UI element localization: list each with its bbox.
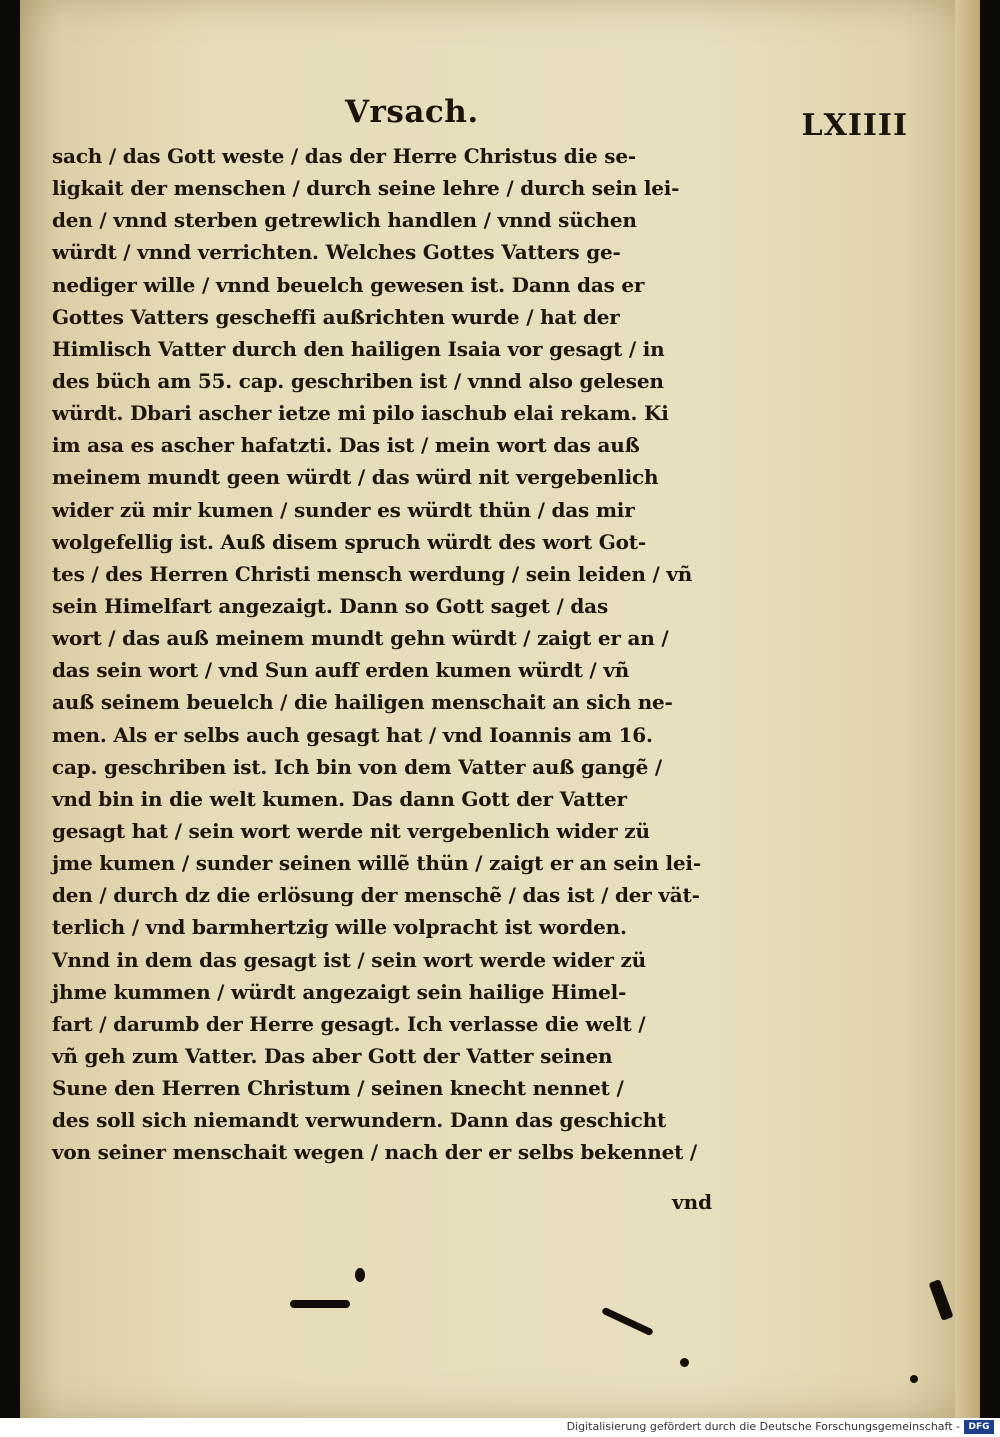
ink-blot [680,1358,689,1367]
text-line: meinem mundt geen würdt / das würd nit vergebenlich [52,465,659,490]
text-line: Himlisch Vatter durch den hailigen Isaia vor gesagt / in [52,336,665,361]
text-line: im asa es ascher hafatzti. Das ist / mein wort das auß [52,433,640,458]
text-line: Vnnd in dem das gesagt ist / sein wort werde wider zü [52,947,646,972]
text-block [52,140,752,1169]
dfg-logo: DFG [964,1420,994,1434]
text-line: jhme kummen / würdt angezaigt sein hailige Himel- [52,979,627,1004]
text-line: wider zü mir kumen / sunder es würdt thün / das mir [52,497,635,522]
catchword: vnd [672,1190,713,1214]
text-line: ligkait der menschen / durch seine lehre / durch sein lei- [52,176,680,201]
folio-number: LXIIII [801,108,908,143]
text-line: auß seinem beuelch / die hailigen menschait an sich ne- [52,690,673,715]
running-title: Vrsach. [345,94,479,130]
funding-credit: Digitalisierung gefördert durch die Deutsche Forschungsgemeinschaft - [566,1420,960,1433]
text-line: des büch am 55. cap. geschriben ist / vnnd also gelesen [52,368,664,393]
text-line: terlich / vnd barmhertzig wille volpracht ist worden. [52,915,627,940]
text-line: sach / das Gott weste / das der Herre Christus die se- [52,144,636,168]
text-line: würdt. Dbari ascher ietze mi pilo iaschub elai rekam. Ki [52,401,669,426]
text-line: gesagt hat / sein wort werde nit vergebenlich wider zü [52,818,650,843]
text-line: wort / das auß meinem mundt gehn würdt / zaigt er an / [52,626,669,651]
text-line: men. Als er selbs auch gesagt hat / vnd Ioannis am 16. [52,722,653,747]
text-line: des soll sich niemandt verwundern. Dann das geschicht [52,1108,666,1133]
text-line: vñ geh zum Vatter. Das aber Gott der Vatter seinen [52,1043,613,1068]
text-line: tes / des Herren Christi mensch werdung / sein leiden / vñ [52,561,693,586]
ink-blot [290,1300,350,1308]
text-line: von seiner menschait wegen / nach der er selbs bekennet / [52,1140,698,1165]
text-line: den / vnnd sterben getrewlich handlen / vnnd süchen [52,208,637,233]
text-line: Gottes Vatters gescheffi außrichten wurde / hat der [52,304,620,329]
text-line: nediger wille / vnnd beuelch gewesen ist. Dann das er [52,272,645,297]
text-line: den / durch dz die erlösung der menschẽ / das ist / der vät- [52,883,700,908]
text-line: cap. geschriben ist. Ich bin von dem Vatter auß gangẽ / [52,754,662,779]
text-line: jme kumen / sunder seinen willẽ thün / zaigt er an sein lei- [52,851,701,876]
text-line: fart / darumb der Herre gesagt. Ich verlasse die welt / [52,1011,646,1036]
text-line: vnd bin in die welt kumen. Das dann Gott der Vatter [52,786,627,811]
ink-blot [355,1268,365,1282]
page-edge [955,0,980,1418]
text-line: Sune den Herren Christum / seinen knecht nennet / [52,1076,624,1101]
footer-bar [0,1418,1000,1437]
text-line: das sein wort / vnd Sun auff erden kumen würdt / vñ [52,658,630,683]
text-line: würdt / vnnd verrichten. Welches Gottes Vatters ge- [52,240,621,265]
text-line: wolgefellig ist. Auß disem spruch würdt des wort Got- [52,529,646,554]
text-line: sein Himelfart angezaigt. Dann so Gott saget / das [52,593,609,618]
ink-blot [910,1375,918,1383]
